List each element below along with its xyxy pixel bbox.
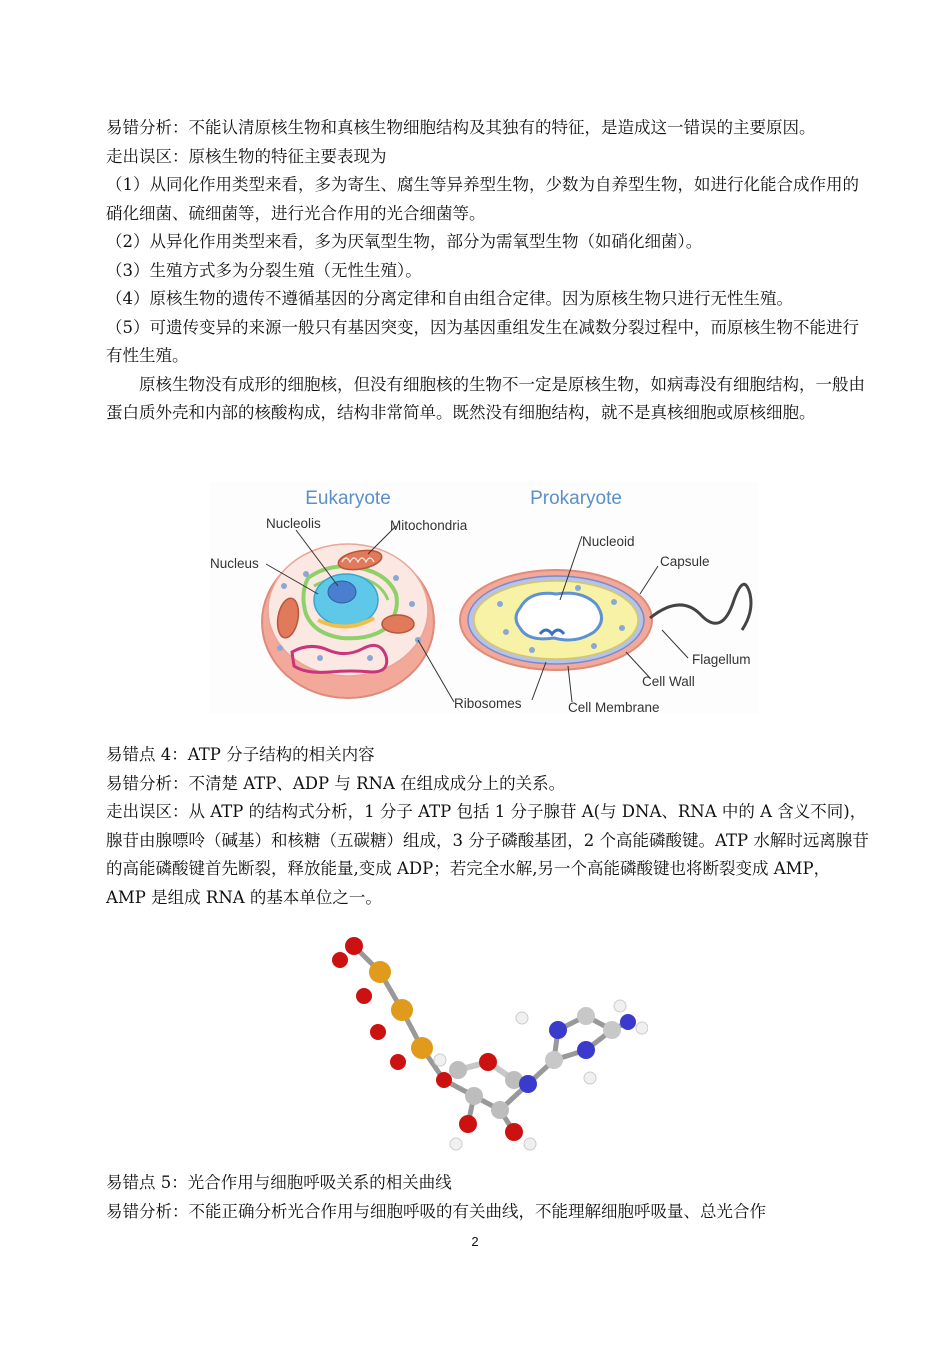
prokaryote-title: Prokaryote (530, 488, 622, 509)
paragraph: 原核生物没有成形的细胞核，但没有细胞核的生物不一定是原核生物，如病毒没有细胞结构，一般由蛋白质外壳和内部的核酸构成，结构非常简单。既然没有细胞结构，就不是真核细胞或原核细胞。 (106, 374, 865, 422)
paragraph: 易错分析：不清楚 ATP、ADP 与 RNA 在组成成分上的关系。 (106, 773, 566, 793)
paragraph: （1）从同化作用类型来看，多为寄生、腐生等异养型生物，少数为自养型生物，如进行化能合成作用的硝化细菌、硫细菌等，进行光合作用的光合细菌等。 (106, 175, 859, 223)
paragraph: 走出误区：原核生物的特征主要表现为 (106, 146, 387, 166)
atp-molecule-figure (318, 912, 648, 1152)
paragraph: 易错点 4：ATP 分子结构的相关内容 (106, 745, 375, 764)
text-block-top (106, 114, 870, 428)
cell-comparison-figure (210, 482, 758, 714)
label-mitochondria: Mitochondria (390, 518, 468, 533)
label-capsule: Capsule (660, 554, 710, 569)
paragraph: （2）从异化作用类型来看，多为厌氧型生物，部分为需氧型生物（如硝化细菌）。 (106, 232, 703, 251)
cell-diagram-svg (210, 482, 758, 714)
molecule-bonds (354, 946, 628, 1132)
label-cell-wall: Cell Wall (642, 674, 695, 689)
paragraph: 易错点 5：光合作用与细胞呼吸关系的相关曲线 (106, 1173, 452, 1192)
paragraph: 易错分析：不能认清原核生物和真核生物细胞结构及其独有的特征，是造成这一错误的主要原因。 (106, 118, 816, 137)
paragraph: （5）可遗传变异的来源一般只有基因突变，因为基因重组发生在减数分裂过程中，而原核生物不能进行有性生殖。 (106, 317, 859, 365)
text-block-middle (106, 741, 870, 912)
label-nucleus: Nucleus (210, 556, 259, 571)
paragraph: 易错分析：不能正确分析光合作用与细胞呼吸的有关曲线，不能理解细胞呼吸量、总光合作 (106, 1201, 766, 1221)
molecule-atoms (332, 937, 648, 1150)
label-nucleolis: Nucleolis (266, 516, 321, 531)
eukaryote-title: Eukaryote (305, 488, 391, 509)
label-flagellum: Flagellum (692, 652, 751, 667)
label-cell-membrane: Cell Membrane (568, 700, 660, 714)
label-nucleoid: Nucleoid (582, 534, 635, 549)
paragraph: （4）原核生物的遗传不遵循基因的分离定律和自由组合定律。因为原核生物只进行无性生殖。 (106, 289, 793, 308)
paragraph: （3）生殖方式多为分裂生殖（无性生殖）。 (106, 260, 422, 280)
paragraph: 走出误区：从 ATP 的结构式分析，1 分子 ATP 包括 1 分子腺苷 A(与 DNA、RNA 中的 A 含义不同)，腺苷由腺嘌呤（碱基）和核糖（五碳糖）组成，3 分子磷酸基团，2 个高能磷酸键。ATP 水解时远离腺苷的高能磷酸键首先断裂，释放能量,变成 ADP；若完全水解,另一个高能磷酸键也将断裂变成 AMP，AMP 是组成 RNA 的基本单位之一。 (106, 802, 869, 907)
label-ribosomes: Ribosomes (454, 696, 522, 711)
text-block-bottom (106, 1169, 870, 1226)
page-number: 2 (471, 1234, 479, 1249)
atp-molecule-svg (318, 912, 648, 1152)
